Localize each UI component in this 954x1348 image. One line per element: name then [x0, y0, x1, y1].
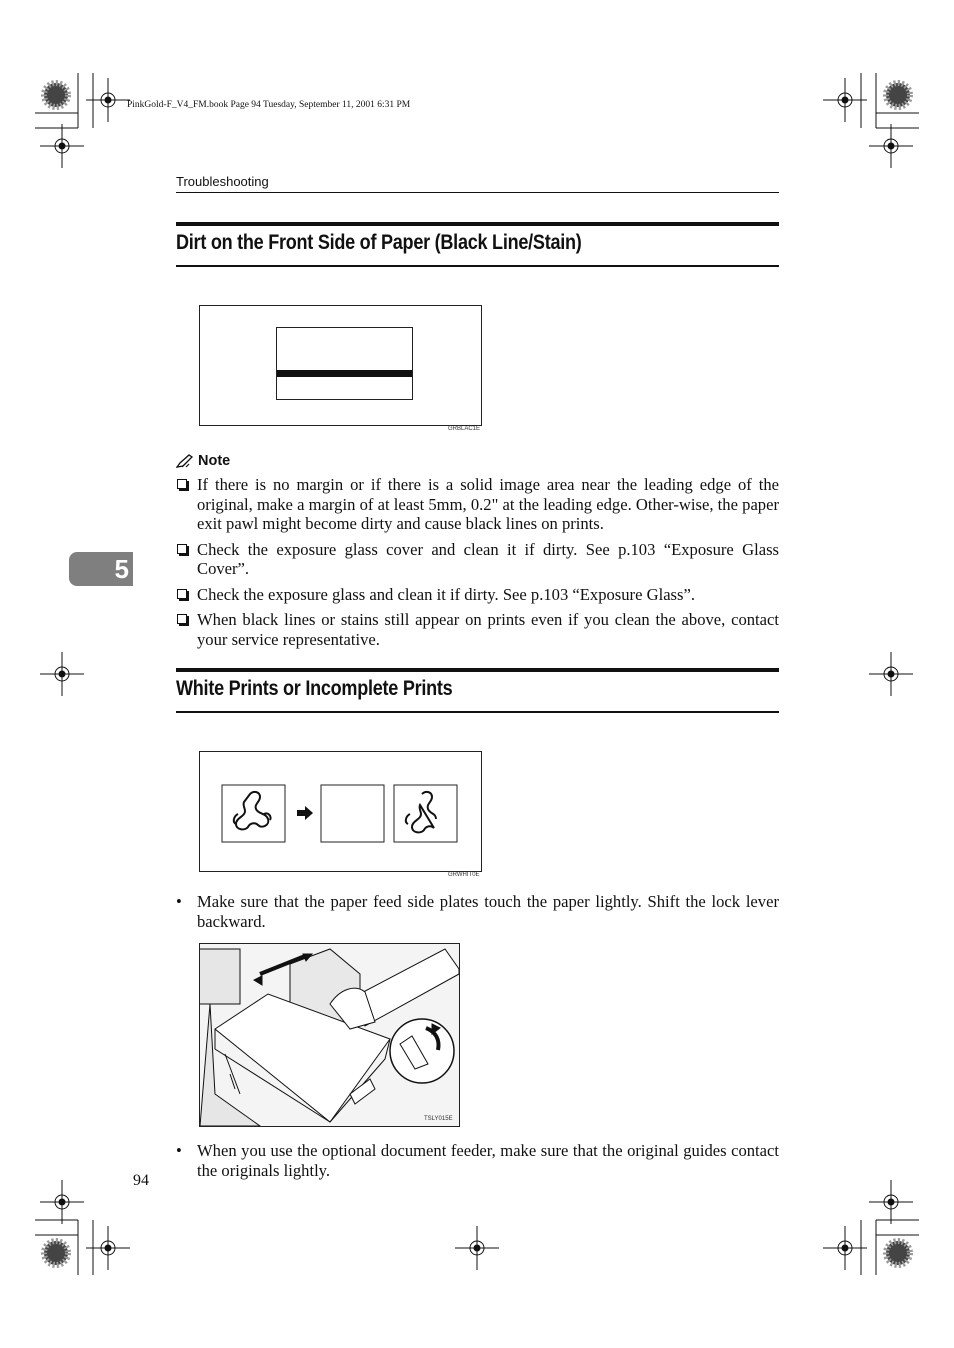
white-prints-illustration — [200, 752, 481, 871]
section-top-rule — [176, 222, 779, 226]
note-list — [176, 475, 779, 655]
section-title-dirt: Dirt on the Front Side of Paper (Black Line/Stain) — [176, 231, 582, 254]
arrow-right-icon — [297, 806, 313, 820]
note-pencil-icon — [176, 454, 194, 468]
checkbox-bullet-icon — [177, 614, 187, 624]
note-label: Note — [198, 453, 231, 469]
header-rule — [176, 192, 779, 193]
section-bottom-rule — [176, 265, 779, 267]
list-item: Check the exposure glass cover and clean it if dirty. See p.103 “Exposure Glass Cover”. — [176, 540, 779, 579]
registration-mark-icon — [40, 124, 84, 168]
checkbox-bullet-icon — [177, 544, 187, 554]
print-sample-sheet — [276, 327, 413, 400]
figure-black-line — [199, 305, 482, 426]
registration-mark-icon — [455, 1226, 499, 1270]
figure-id: TSLY015E — [424, 1116, 453, 1122]
figure-paper-feed-tray — [199, 943, 460, 1127]
section-title-white-prints: White Prints or Incomplete Prints — [176, 677, 453, 700]
registration-mark-icon — [823, 78, 867, 122]
list-item: When black lines or stains still appear on prints even if you clean the above, contact your service representative. — [176, 610, 779, 649]
registration-mark-icon — [823, 1226, 867, 1270]
figure-id: GRWHIT0E — [448, 872, 480, 878]
checkbox-bullet-icon — [177, 589, 187, 599]
registration-mark-icon — [869, 1180, 913, 1224]
paper-feed-tray-illustration — [200, 944, 459, 1126]
registration-mark-icon — [869, 124, 913, 168]
page-number: 94 — [133, 1172, 149, 1189]
color-wheel-icon — [44, 83, 910, 1265]
registration-mark-icon — [40, 652, 84, 696]
running-header: Troubleshooting — [176, 174, 269, 189]
note-heading — [176, 453, 230, 469]
checkbox-bullet-icon — [177, 479, 187, 489]
list-item: Check the exposure glass and clean it if dirty. See p.103 “Exposure Glass”. — [176, 585, 779, 605]
bullet-paragraph: • Make sure that the paper feed side plates touch the paper lightly. Shift the lock lever backward. — [176, 892, 779, 931]
section-top-rule — [176, 668, 779, 672]
list-item: If there is no margin or if there is a solid image area near the leading edge of the original, make a margin of at least 5mm, 0.2" at the leading edge. Other-wise, the paper exit pawl might become dirty and cause black lines on prints. — [176, 475, 779, 534]
registration-mark-icon — [40, 1180, 84, 1224]
section-bottom-rule — [176, 711, 779, 713]
registration-mark-icon — [869, 652, 913, 696]
black-line-stain — [277, 370, 412, 377]
printer-info-line: PinkGold-F_V4_FM.book Page 94 Tuesday, September 11, 2001 6:31 PM — [127, 100, 411, 110]
figure-id: GRBLAC1E — [448, 426, 481, 432]
figure-white-prints — [199, 751, 482, 872]
bullet-paragraph: • When you use the optional document feeder, make sure that the original guides contact the originals lightly. — [176, 1141, 779, 1180]
chapter-tab: 5 — [69, 552, 133, 586]
